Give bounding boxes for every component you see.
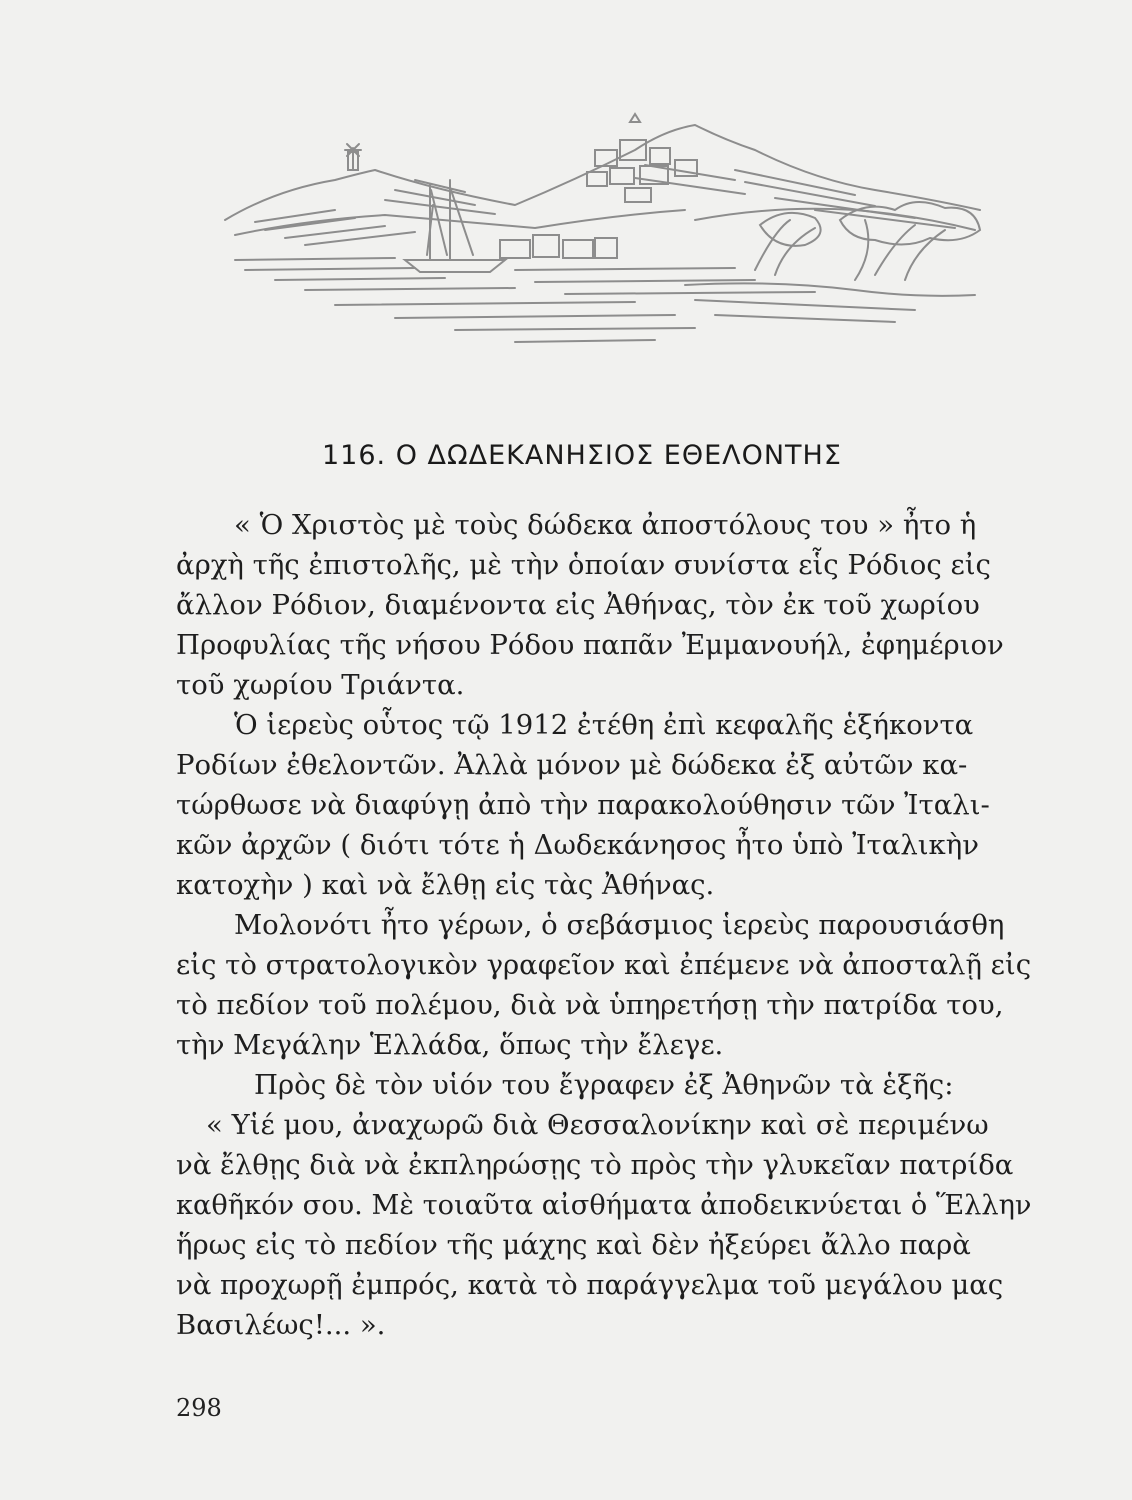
text-line: εἰς τὸ στρατολογικὸν γραφεῖον καὶ ἐπέμενε νὰ ἀποσταλῇ εἰς	[176, 949, 1032, 981]
page-number: 298	[176, 1394, 222, 1422]
text-line: κατοχὴν ) καὶ νὰ ἔλθῃ εἰς τὰς Ἀθήνας.	[176, 869, 715, 901]
text-line: κῶν ἀρχῶν ( διότι τότε ἡ Δωδεκάνησος ἦτο ὑπὸ Ἰταλικὴν	[176, 829, 979, 861]
text-line: Ὁ ἱερεὺς οὗτος τῷ 1912 ἐτέθη ἐπὶ κεφαλῆς ἑξήκοντα	[234, 709, 974, 741]
text-line: Πρὸς δὲ τὸν υἱόν του ἔγραφεν ἐξ Ἀθηνῶν τὰ ἑξῆς:	[254, 1069, 954, 1101]
text-line: Βασιλέως!... ».	[176, 1309, 386, 1341]
text-line: ἄλλον Ρόδιον, διαμένοντα εἰς Ἀθήνας, τὸν ἐκ τοῦ χωρίου	[176, 589, 980, 621]
text-line: τὸ πεδίον τοῦ πολέμου, διὰ νὰ ὑπηρετήσῃ τὴν πατρίδα του,	[176, 989, 1004, 1021]
text-line: Προφυλίας τῆς νήσου Ρόδου παπᾶν Ἐμμανουήλ, ἐφημέριον	[176, 629, 1004, 661]
text-line: νὰ ἔλθῃς διὰ νὰ ἐκπληρώσῃς τὸ πρὸς τὴν γλυκεῖαν πατρίδα	[176, 1149, 1014, 1181]
text-line: νὰ προχωρῇ ἐμπρός, κατὰ τὸ παράγγελμα τοῦ μεγάλου μας	[176, 1269, 1004, 1301]
text-line: ἥρως εἰς τὸ πεδίον τῆς μάχης καὶ δὲν ἠξεύρει ἄλλο παρὰ	[176, 1229, 971, 1261]
text-line: « Ὁ Χριστὸς μὲ τοὺς δώδεκα ἀποστόλους του » ἦτο ἡ	[234, 509, 977, 541]
text-line: ἀρχὴ τῆς ἐπιστολῆς, μὲ τὴν ὁποίαν συνίστα εἷς Ρόδιος εἰς	[176, 549, 991, 581]
island-landscape-illustration	[215, 110, 985, 360]
text-line: Ροδίων ἐθελοντῶν. Ἀλλὰ μόνον μὲ δώδεκα ἐξ αὐτῶν κα-	[176, 749, 968, 781]
text-line: Μολονότι ἦτο γέρων, ὁ σεβάσμιος ἱερεὺς παρουσιάσθη	[234, 909, 1005, 941]
chapter-title: 116. Ο ΔΩΔΕΚΑΝΗΣΙΟΣ ΕΘΕΛΟΝΤΗΣ	[322, 440, 842, 471]
text-line: τὴν Μεγάλην Ἑλλάδα, ὅπως τὴν ἔλεγε.	[176, 1029, 724, 1061]
text-line: τώρθωσε νὰ διαφύγῃ ἀπὸ τὴν παρακολούθησιν τῶν Ἰταλι-	[176, 789, 990, 821]
text-line: « Υἱέ μου, ἀναχωρῶ διὰ Θεσσαλονίκην καὶ σὲ περιμένω	[206, 1109, 989, 1141]
text-line: τοῦ χωρίου Τριάντα.	[176, 669, 465, 701]
text-line: καθῆκόν σου. Μὲ τοιαῦτα αἰσθήματα ἀποδεικνύεται ὁ Ἕλλην	[176, 1189, 1032, 1221]
